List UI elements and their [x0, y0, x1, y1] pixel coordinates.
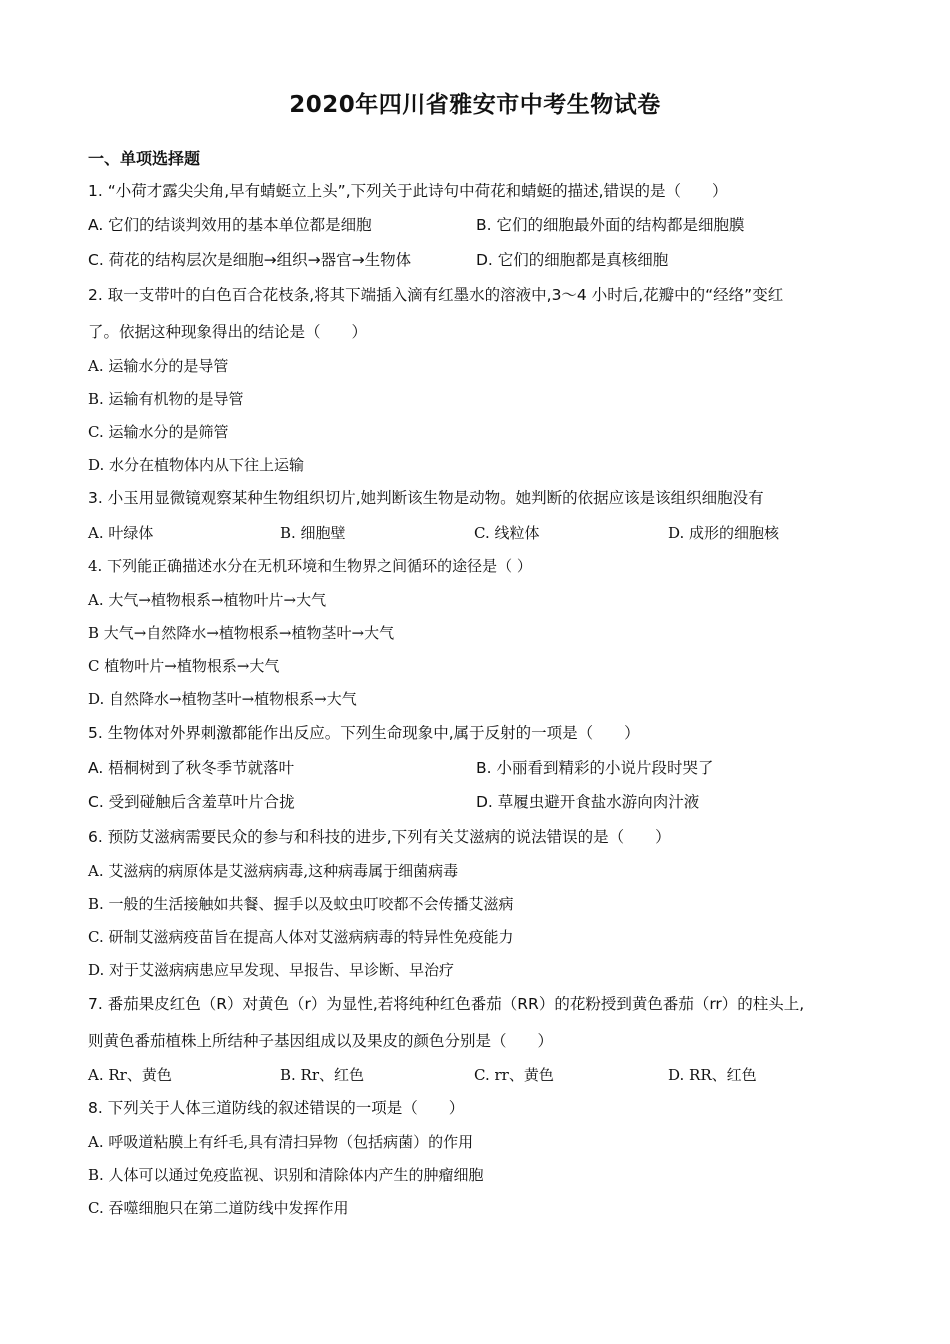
question-5-option-b: B. 小丽看到精彩的小说片段时哭了	[476, 759, 714, 777]
question-6-option-a: A. 艾滋病的病原体是艾滋病病毒,这种病毒属于细菌病毒	[88, 862, 459, 880]
question-8-option-c: C. 吞噬细胞只在第二道防线中发挥作用	[88, 1199, 349, 1217]
question-6-option-c: C. 研制艾滋病疫苗旨在提高人体对艾滋病病毒的特异性免疫能力	[88, 928, 514, 946]
question-4-option-c: C 植物叶片→植物根系→大气	[88, 657, 280, 675]
question-7-stem-line-1: 7. 番茄果皮红色（R）对黄色（r）为显性,若将纯种红色番茄（RR）的花粉授到黄色番茄（rr）的柱头上,	[88, 995, 805, 1013]
question-2-stem-line-1: 2. 取一支带叶的白色百合花枝条,将其下端插入滴有红墨水的溶液中,3～4 小时后,花瓣中的“经络”变红	[88, 286, 784, 304]
question-1-stem: 1. “小荷才露尖尖角,早有蜻蜓立上头”,下列关于此诗句中荷花和蜻蜓的描述,错误的是（ ）	[88, 182, 728, 200]
question-1-option-a: A. 它们的结谈判效用的基本单位都是细胞	[88, 216, 372, 234]
question-5-stem: 5. 生物体对外界刺激都能作出反应。下列生命现象中,属于反射的一项是（ ）	[88, 724, 640, 742]
question-5-option-a: A. 梧桐树到了秋冬季节就落叶	[88, 759, 295, 777]
question-7-option-d: D. RR、红色	[668, 1066, 757, 1084]
question-1-option-b: B. 它们的细胞最外面的结构都是细胞膜	[476, 216, 745, 234]
question-3-stem: 3. 小玉用显微镜观察某种生物组织切片,她判断该生物是动物。她判断的依据应该是该组织细胞没有	[88, 489, 764, 507]
question-8-option-b: B. 人体可以通过免疫监视、识别和清除体内产生的肿瘤细胞	[88, 1166, 484, 1184]
question-2-stem-line-2: 了。依据这种现象得出的结论是（ ）	[88, 323, 368, 341]
question-8-option-a: A. 呼吸道粘膜上有纤毛,具有清扫异物（包括病菌）的作用	[88, 1133, 474, 1151]
question-2-option-b: B. 运输有机物的是导管	[88, 390, 244, 408]
question-7-option-a: A. Rr、黄色	[88, 1066, 172, 1084]
question-5-option-c: C. 受到碰触后含羞草叶片合拢	[88, 793, 295, 811]
question-6-stem: 6. 预防艾滋病需要民众的参与和科技的进步,下列有关艾滋病的说法错误的是（ ）	[88, 828, 671, 846]
question-2-option-d: D. 水分在植物体内从下往上运输	[88, 456, 305, 474]
question-2-option-c: C. 运输水分的是筛管	[88, 423, 229, 441]
question-5-option-d: D. 草履虫避开食盐水游向肉汁液	[476, 793, 700, 811]
question-4-option-d: D. 自然降水→植物茎叶→植物根系→大气	[88, 690, 357, 708]
question-7-option-b: B. Rr、红色	[280, 1066, 365, 1084]
question-4-option-a: A. 大气→植物根系→植物叶片→大气	[88, 591, 327, 609]
question-6-option-b: B. 一般的生活接触如共餐、握手以及蚊虫叮咬都不会传播艾滋病	[88, 895, 514, 913]
question-1-option-c: C. 荷花的结构层次是细胞→组织→器官→生物体	[88, 251, 412, 269]
section-heading: 一、单项选择题	[88, 149, 201, 168]
question-6-option-d: D. 对于艾滋病病患应早发现、早报告、早诊断、早治疗	[88, 961, 455, 979]
question-7-stem-line-2: 则黄色番茄植株上所结种子基因组成以及果皮的颜色分别是（ ）	[88, 1032, 554, 1050]
question-2-option-a: A. 运输水分的是导管	[88, 357, 229, 375]
question-3-option-c: C. 线粒体	[474, 524, 540, 542]
question-8-stem: 8. 下列关于人体三道防线的叙述错误的一项是（ ）	[88, 1099, 465, 1117]
question-3-option-a: A. 叶绿体	[88, 524, 154, 542]
question-3-option-d: D. 成形的细胞核	[668, 524, 780, 542]
question-4-stem: 4. 下列能正确描述水分在无机环境和生物界之间循环的途径是（ ）	[88, 557, 532, 575]
question-3-option-b: B. 细胞壁	[280, 524, 346, 542]
question-1-option-d: D. 它们的细胞都是真核细胞	[476, 251, 669, 269]
exam-title: 2020年四川省雅安市中考生物试卷	[289, 92, 661, 118]
question-4-option-b: B 大气→自然降水→植物根系→植物茎叶→大气	[88, 624, 395, 642]
question-7-option-c: C. rr、黄色	[474, 1066, 554, 1084]
